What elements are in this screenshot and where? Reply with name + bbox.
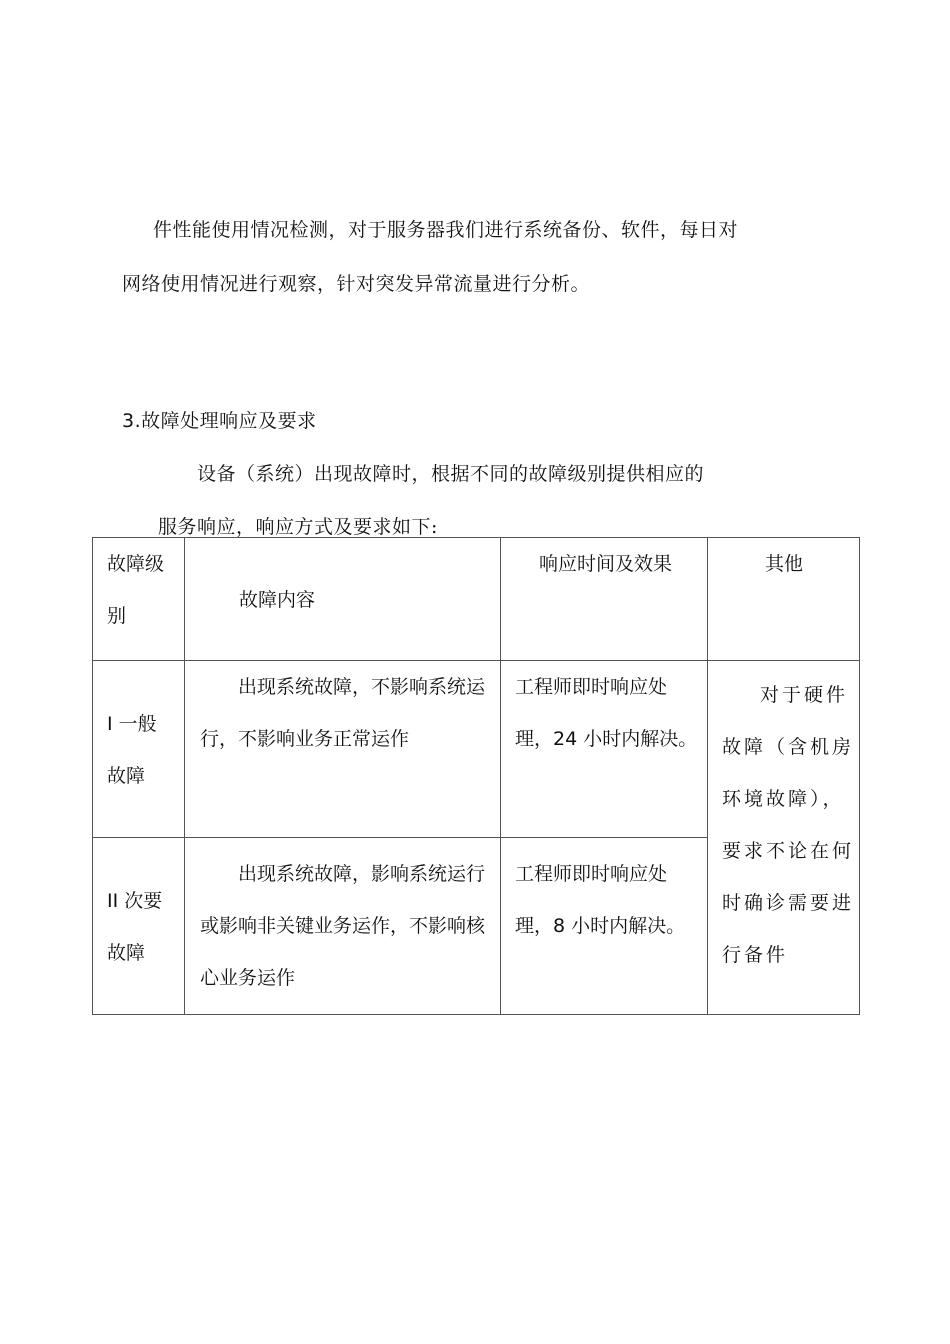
row-level-label: II 次要故障 — [107, 890, 163, 964]
table-header-row — [93, 538, 860, 661]
header-content-label: 故障内容 — [239, 589, 316, 611]
paragraph-line-2: 网络使用情况进行观察，针对突发异常流量进行分析。 — [122, 273, 591, 295]
row-response-text: 工程师即时响应处理，8 小时内解决。 — [515, 863, 686, 937]
section-intro-line-1: 设备（系统）出现故障时，根据不同的故障级别提供相应的 — [197, 463, 705, 485]
row-level-cell — [93, 661, 185, 838]
header-cell-response — [501, 538, 708, 661]
other-merged-text: 对于硬件故障（含机房环境故障），要求不论在何时确诊需要进行备件 — [722, 684, 855, 966]
row-content-cell — [185, 661, 501, 838]
fault-response-table — [92, 537, 860, 1015]
row-level-label: I 一般故障 — [107, 713, 157, 787]
row-response-cell — [501, 838, 708, 1015]
header-cell-content — [185, 538, 501, 661]
section-intro-line-2: 服务响应，响应方式及要求如下: — [158, 516, 438, 538]
row-content-text: 出现系统故障，影响系统运行或影响非关键业务运作，不影响核心业务运作 — [200, 863, 486, 989]
other-merged-cell — [708, 661, 860, 1015]
row-response-cell — [501, 661, 708, 838]
row-content-cell — [185, 838, 501, 1015]
header-cell-level — [93, 538, 185, 661]
header-cell-other — [708, 538, 860, 661]
row-response-text: 工程师即时响应处理，24 小时内解决。 — [515, 676, 698, 750]
section-heading: 3.故障处理响应及要求 — [122, 410, 317, 432]
header-level-label: 故障级别 — [107, 553, 165, 627]
row-level-cell — [93, 838, 185, 1015]
row-content-text: 出现系统故障，不影响系统运行，不影响业务正常运作 — [200, 676, 486, 750]
header-other-label: 其他 — [764, 553, 803, 575]
table-row — [93, 661, 860, 838]
header-response-label: 响应时间及效果 — [539, 553, 673, 575]
paragraph-line-1: 件性能使用情况检测，对于服务器我们进行系统备份、软件，每日对 — [153, 219, 739, 241]
